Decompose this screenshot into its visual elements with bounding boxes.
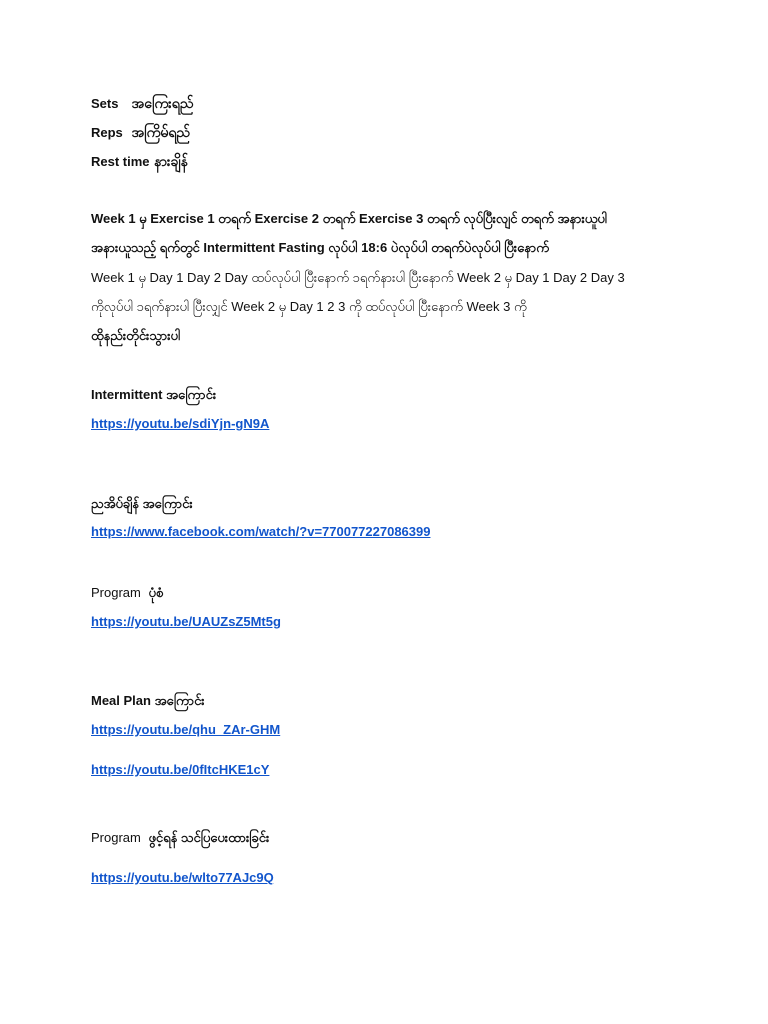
definition-sets: [91, 93, 193, 114]
section-heading-intermittent: Intermittent အကြောင်း: [91, 387, 217, 402]
section-heading-sleep: ညအိပ်ချိန် အကြောင်း: [91, 496, 193, 511]
link-row: [91, 612, 281, 632]
link-row: [91, 720, 280, 740]
section-heading-program-tutorial: [91, 828, 269, 848]
heading-prefix: Program: [91, 585, 141, 600]
section-heading-meal-plan: Meal Plan အကြောင်း: [91, 693, 205, 708]
link-row: [91, 868, 274, 888]
paragraph-line: ကိုလုပ်ပါ ၁ရက်နားပါ ပြီးလျှင် Week 2 မှ Day 1 2 3 ကို ထပ်လုပ်ပါ ပြီးနောက် Week 3 ကို: [91, 299, 527, 314]
paragraph-line: Week 1 မှ Day 1 Day 2 Day ထပ်လုပ်ပါ ပြီးနောက် ၁ရက်နားပါ ပြီးနောက် Week 2 မှ Day 1 Day 2 Day 3: [91, 270, 625, 285]
heading-suffix: ဖွင့်ရန် သင်ပြပေးထားခြင်း: [148, 830, 270, 845]
meal-plan-video-link-1[interactable]: https://youtu.be/qhu_ZAr-GHM: [91, 722, 281, 737]
definition-term: Sets: [91, 96, 119, 111]
link-row: [91, 522, 430, 542]
link-row: [91, 414, 269, 434]
paragraph-line: Week 1 မှ Exercise 1 တရက် Exercise 2 တရက် Exercise 3 တရက် လုပ်ပြီးလျင် တရက် အနားယူပါ: [91, 211, 608, 226]
link-row: [91, 760, 269, 780]
definition-rest-time: [91, 151, 188, 172]
definition-reps: [91, 122, 190, 143]
definition-term: Reps: [91, 125, 123, 140]
paragraph-line: ထိုနည်းတိုင်းသွားပါ: [91, 328, 181, 343]
program-tutorial-video-link[interactable]: https://youtu.be/wlto77AJc9Q: [91, 870, 274, 885]
meal-plan-video-link-2[interactable]: https://youtu.be/0fItcHKE1cY: [91, 762, 270, 777]
definition-term: Rest time: [91, 154, 150, 169]
heading-suffix: ပုံစံ: [148, 585, 164, 600]
definition-value: အကြိမ်ရည်: [131, 124, 190, 140]
intermittent-video-link[interactable]: https://youtu.be/sdiYjn-gN9A: [91, 416, 270, 431]
paragraph-line: အနားယူသည့် ရက်တွင် Intermittent Fasting လုပ်ပါ 18:6 ပဲလုပ်ပါ တရက်ပဲလုပ်ပါ ပြီးနောက်: [91, 240, 549, 255]
definition-value: အကြေးရည်: [131, 95, 194, 111]
heading-prefix: Program: [91, 830, 141, 845]
definition-value: နားချိန်: [153, 153, 188, 169]
program-video-link[interactable]: https://youtu.be/UAUZsZ5Mt5g: [91, 614, 281, 629]
section-heading-program: [91, 583, 163, 603]
sleep-facebook-link[interactable]: https://www.facebook.com/watch/?v=770077227086399: [91, 524, 431, 539]
